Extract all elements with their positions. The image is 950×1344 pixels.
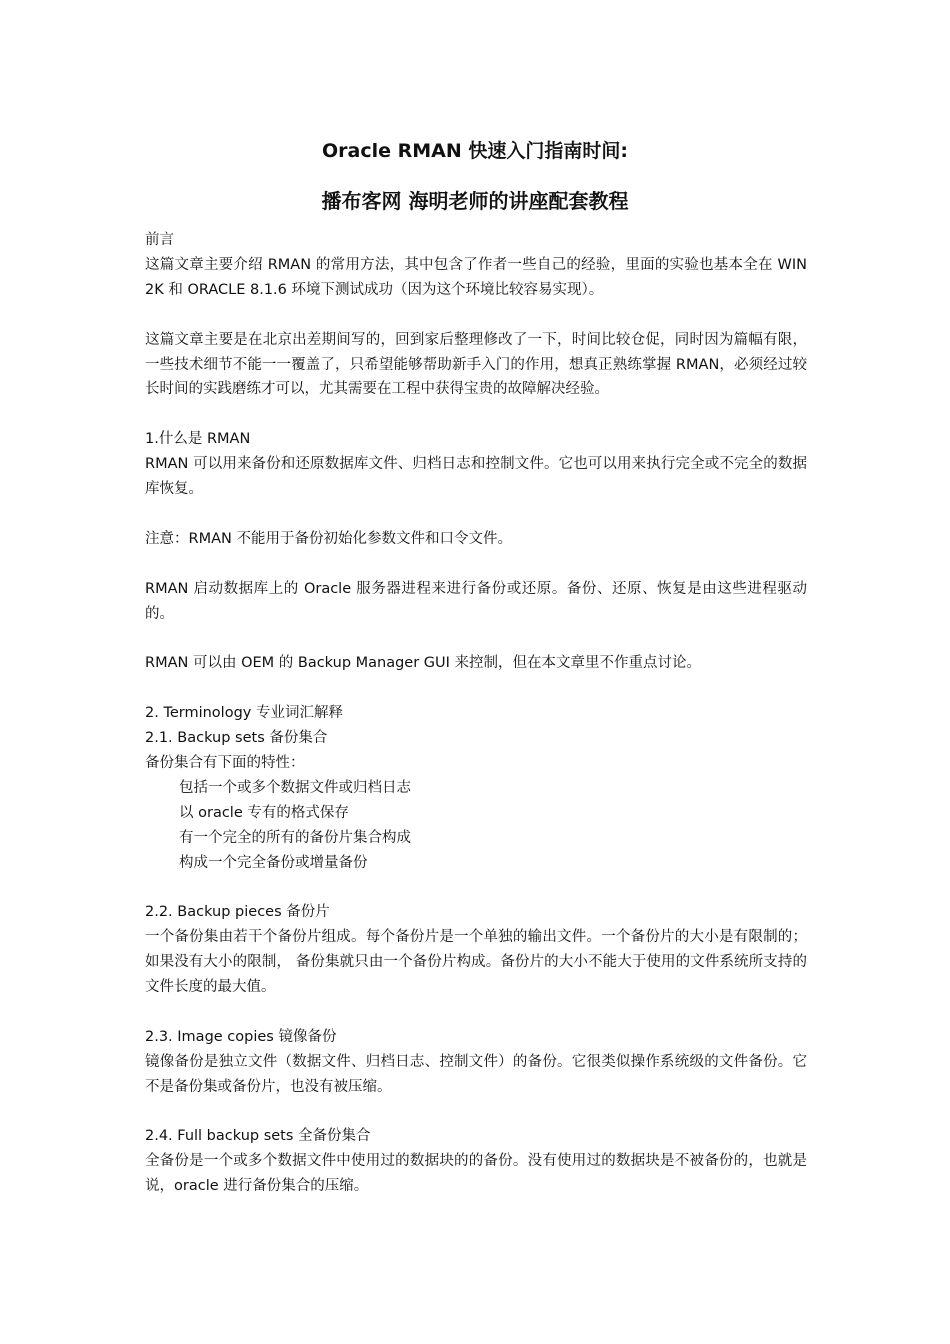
blank-line	[145, 875, 807, 900]
section-2-1-intro: 备份集合有下面的特性：	[145, 754, 305, 771]
section-2-2-paragraph: 一个备份集由若干个备份片组成。每个备份片是一个单独的输出文件。一个备份片的大小是有限制的；如果没有大小的限制， 备份集就只由一个备份片构成。备份片的大小不能大于使用的文件系统所支持的文件长度的最大值。	[145, 929, 807, 996]
blank-line	[145, 502, 807, 527]
section-2-4-paragraph: 全备份是一个或多个数据文件中使用过的数据块的的备份。没有使用过的数据块是不被备份的，也就是说，oracle 进行备份集合的压缩。	[145, 1153, 807, 1195]
blank-line	[145, 1000, 807, 1025]
blank-line	[145, 552, 807, 577]
blank-line	[145, 676, 807, 701]
section-1-paragraph-1: RMAN 可以用来备份和还原数据库文件、归档日志和控制文件。它也可以用来执行完全或不完全的数据库恢复。	[145, 456, 807, 498]
list-item: 构成一个完全备份或增量备份	[179, 854, 368, 871]
preface-paragraph-2: 这篇文章主要是在北京出差期间写的，回到家后整理修改了一下，时间比较仓促，同时因为篇幅有限，一些技术细节不能一一覆盖了，只希望能够帮助新手入门的作用，想真正熟练掌握 RMAN，必须经过较长时间的实践磨练才可以，尤其需要在工程中获得宝贵的故障解决经验。	[145, 331, 807, 398]
blank-line	[145, 626, 807, 651]
section-1-paragraph-2: RMAN 启动数据库上的 Oracle 服务器进程来进行备份或还原。备份、还原、恢复是由这些进程驱动的。	[145, 580, 807, 622]
blank-line	[145, 402, 807, 427]
section-2-1-heading: 2.1. Backup sets 备份集合	[145, 730, 328, 747]
section-2-2-heading: 2.2. Backup pieces 备份片	[145, 904, 330, 921]
list-item: 以 oracle 专有的格式保存	[179, 804, 349, 821]
document-title: Oracle RMAN 快速入门指南时间:	[322, 140, 628, 162]
section-2-heading: 2. Terminology 专业词汇解释	[145, 705, 343, 722]
blank-line	[145, 1100, 807, 1125]
list-item: 有一个完全的所有的备份片集合构成	[179, 829, 411, 846]
section-1-note: 注意：RMAN 不能用于备份初始化参数文件和口令文件。	[145, 530, 512, 547]
section-2-3-paragraph: 镜像备份是独立文件（数据文件、归档日志、控制文件）的备份。它很类似操作系统级的文件备份。它不是备份集或备份片，也没有被压缩。	[145, 1053, 807, 1095]
preface-heading: 前言	[145, 232, 174, 248]
document-subtitle: 播布客网 海明老师的讲座配套教程	[321, 189, 629, 213]
section-2-4-heading: 2.4. Full backup sets 全备份集合	[145, 1128, 371, 1145]
preface-paragraph-1: 这篇文章主要介绍 RMAN 的常用方法，其中包含了作者一些自己的经验，里面的实验也基本全在 WIN 2K 和 ORACLE 8.1.6 环境下测试成功（因为这个环境比较容易实现）。	[145, 256, 807, 298]
section-1-heading: 1.什么是 RMAN	[145, 431, 251, 448]
section-2-3-heading: 2.3. Image copies 镜像备份	[145, 1028, 337, 1045]
list-item: 包括一个或多个数据文件或归档日志	[179, 779, 411, 796]
section-1-paragraph-3: RMAN 可以由 OEM 的 Backup Manager GUI 来控制，但在本文章里不作重点讨论。	[145, 655, 702, 672]
document-body	[145, 228, 807, 1199]
blank-line	[145, 303, 807, 328]
